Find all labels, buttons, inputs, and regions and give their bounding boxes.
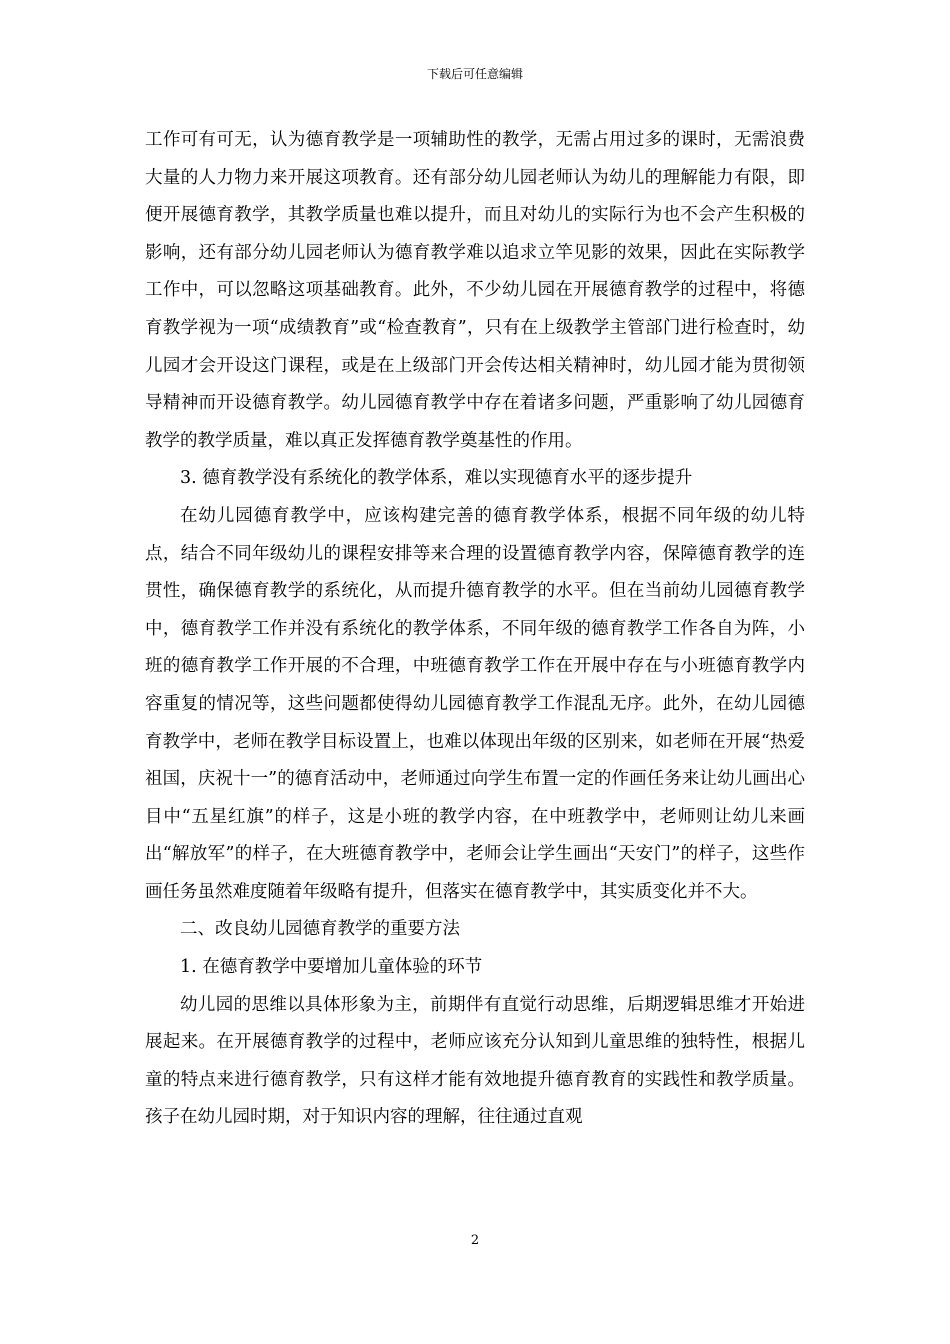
page-number: 2	[470, 1233, 480, 1248]
paragraph-experience: 幼儿园的思维以具体形象为主，前期伴有直觉行动思维，后期逻辑思维才开始进展起来。在开展德育教学的过程中，老师应该充分认知到儿童思维的独特性，根据儿童的特点来进行德育教学，只有这样才能有效地提升德育教育的实践性和教学质量。孩子在幼儿园时期，对于知识内容的理解，往往通过直观	[145, 994, 805, 1128]
page-header: 下载后可任意编辑	[426, 67, 523, 81]
paragraph-continued: 工作可有可无，认为德育教学是一项辅助性的教学，无需占用过多的课时，无需浪费大量的人力物力来开展这项教育。还有部分幼儿园老师认为幼儿的理解能力有限，即便开展德育教学，其教学质量也难以提升，而且对幼儿的实际行为也不会产生积极的影响，还有部分幼儿园老师认为德育教学难以追求立竿见影的效果，因此在实际教学工作中，可以忽略这项基础教育。此外，不少幼儿园在开展德育教学的过程中，将德育教学视为一项“成绩教育”或“检查教育”，只有在上级教学主管部门进行检查时，幼儿园才会开设这门课程，或是在上级部门开会传达相关精神时，幼儿园才能为贯彻领导精神而开设德育教学。幼儿园德育教学中存在着诸多问题，严重影响了幼儿园德育教学的教学质量，难以真正发挥德育教学奠基性的作用。	[145, 130, 805, 451]
paragraph-system: 在幼儿园德育教学中，应该构建完善的德育教学体系，根据不同年级的幼儿特点，结合不同年级幼儿的课程安排等来合理的设置德育教学内容，保障德育教学的连贯性，确保德育教学的系统化，从而提升德育教学的水平。但在当前幼儿园德育教学中，德育教学工作并没有系统化的教学体系，不同年级的德育教学工作各自为阵，小班的德育教学工作开展的不合理，中班德育教学工作在开展中存在与小班德育教学内容重复的情况等，这些问题都使得幼儿园德育教学工作混乱无序。此外，在幼儿园德育教学中，老师在教学目标设置上，也难以体现出年级的区别来，如老师在开展“热爱祖国，庆祝十一”的德育活动中，老师通过向学生布置一定的作画任务来让幼儿画出心目中“五星红旗”的样子，这是小班的教学内容，在中班教学中，老师则让幼儿来画出“解放军”的样子，在大班德育教学中，老师会让学生画出“天安门”的样子，这些作画任务虽然难度随着年级略有提升，但落实在德育教学中，其实质变化并不大。	[145, 505, 805, 902]
subsection-heading-1: 1. 在德育教学中要增加儿童体验的环节	[180, 957, 483, 978]
section-heading-3: 3. 德育教学没有系统化的教学体系，难以实现德育水平的逐步提升	[180, 468, 693, 489]
section-heading-2: 二、改良幼儿园德育教学的重要方法	[180, 919, 460, 940]
document-body	[145, 122, 805, 1137]
